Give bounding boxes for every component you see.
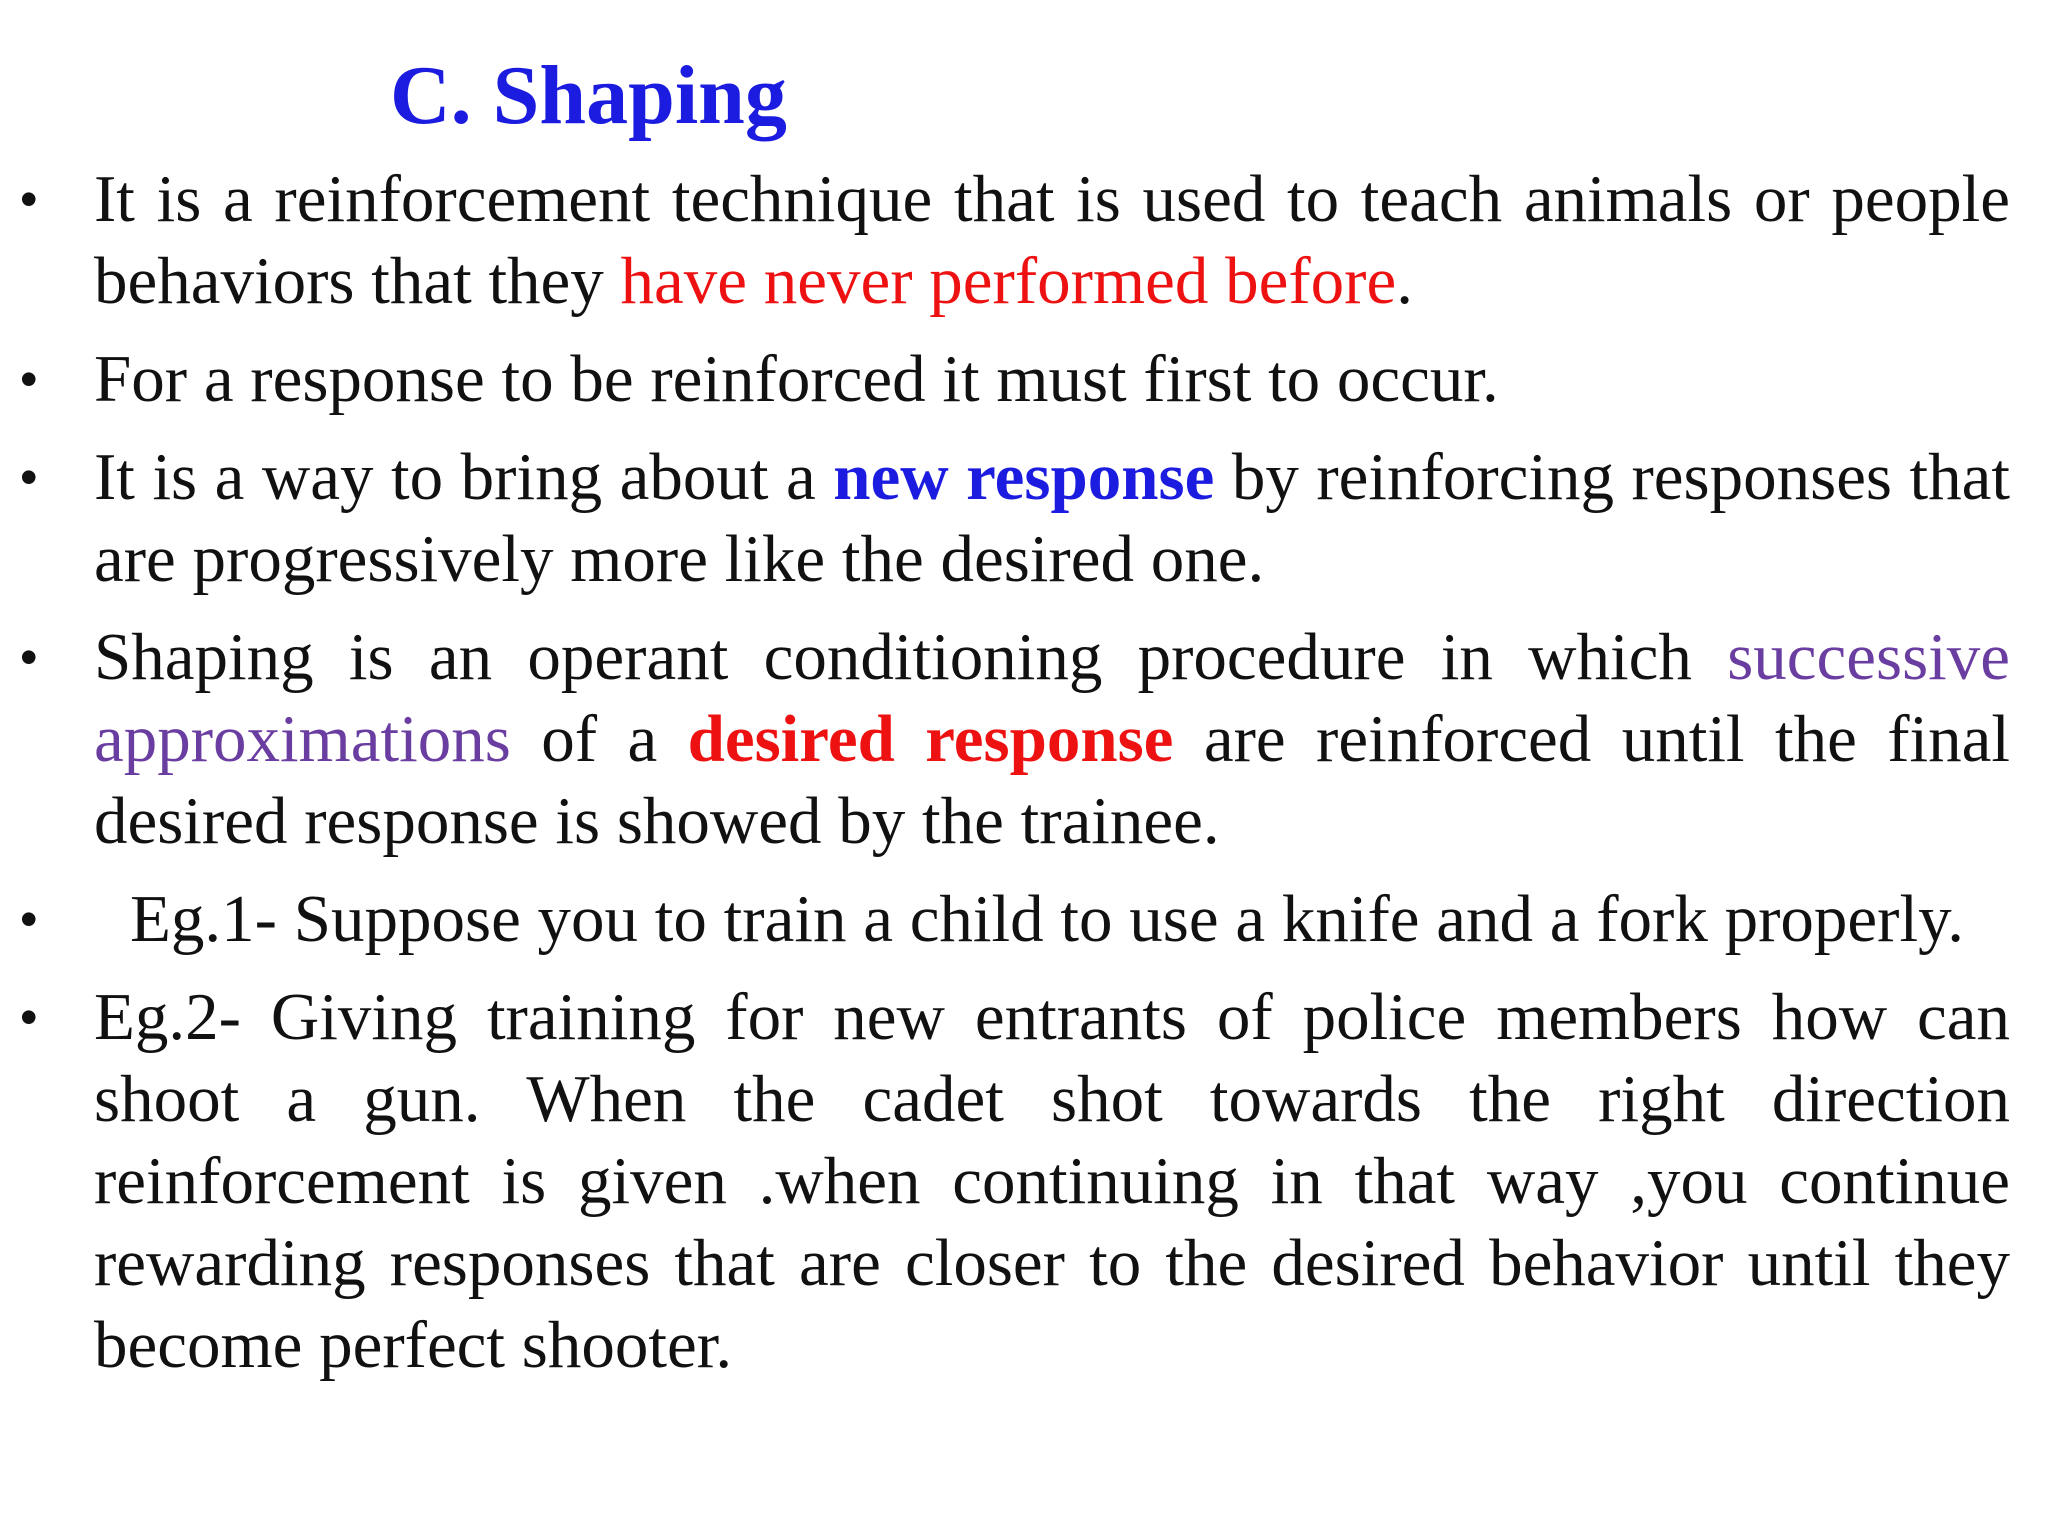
- bullet-item-new-response: [20, 436, 2010, 600]
- bullet-item-example-2: [20, 976, 2010, 1386]
- bullet-text: Shaping is an operant conditioning procedure in which: [94, 620, 1728, 694]
- bullet-text-middle: of a: [510, 702, 688, 776]
- bullet-item-example-1: [20, 878, 2010, 960]
- bullet-text: For a response to be reinforced it must first to occur.: [94, 342, 1499, 416]
- bullet-icon: •: [20, 989, 38, 1045]
- highlight-desired-response: desired response: [687, 702, 1174, 776]
- bullet-icon: •: [20, 351, 38, 407]
- bullet-icon: •: [20, 629, 38, 685]
- bullet-list: [20, 158, 2010, 1402]
- bullet-text-end: .: [1396, 244, 1413, 318]
- bullet-text: Eg.2- Giving training for new entrants of police members how can shoot a gun. When the cadet shot towards the right direction reinforcement is given .when continuing in that way ,you continue rewarding responses that are closer to the desired behavior until they become perfect shooter.: [94, 980, 2010, 1382]
- bullet-item-definition: [20, 158, 2010, 322]
- bullet-text: Eg.1- Suppose you to train a child to use a knife and a fork properly.: [130, 882, 1964, 956]
- bullet-icon: •: [20, 171, 38, 227]
- bullet-item-operant-conditioning: [20, 616, 2010, 862]
- bullet-text: It is a reinforcement technique that is used to teach animals or people behaviors that they: [94, 162, 2010, 318]
- bullet-item-response-occur: [20, 338, 2010, 420]
- bullet-text-end: by reinforcing responses that are progressively more like the desired one.: [94, 440, 2010, 596]
- slide-title: C. Shaping: [390, 49, 787, 142]
- bullet-icon: •: [20, 891, 38, 947]
- bullet-text-end: are reinforced until the final desired response is showed by the trainee.: [94, 702, 2010, 858]
- bullet-text: It is a way to bring about a: [94, 440, 834, 514]
- highlight-new-response: new response: [833, 440, 1215, 514]
- bullet-icon: •: [20, 449, 38, 505]
- highlight-never-performed: have never performed before: [620, 244, 1397, 318]
- highlight-successive-approximations: successive approximations: [94, 620, 2010, 776]
